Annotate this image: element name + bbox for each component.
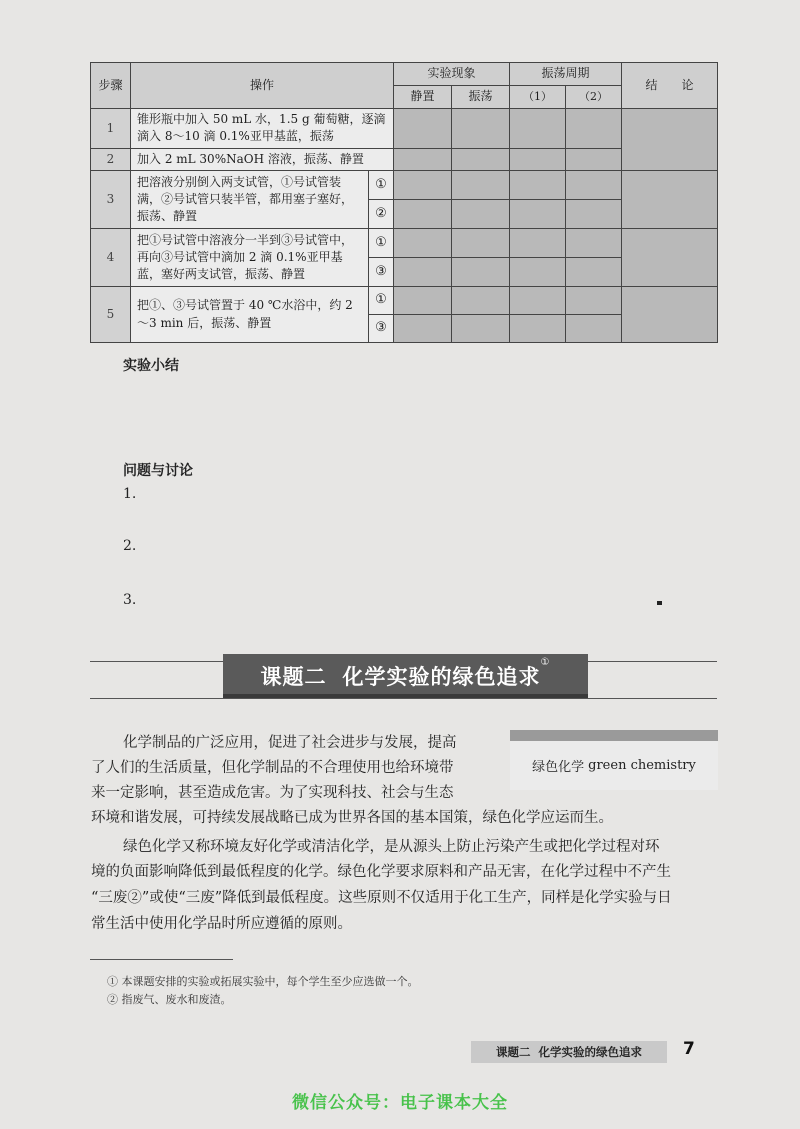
cell-still — [394, 109, 452, 149]
paragraph-1-line-4: 环境和谐发展，可持续发展战略已成为世界各国的基本国策，绿色化学应运而生。 — [91, 810, 613, 826]
banner-shadow — [223, 694, 588, 698]
cell-cycle2 — [566, 109, 622, 149]
cell-conclusion — [622, 287, 718, 343]
lesson-title-wrap — [342, 657, 551, 691]
header-shake: 振荡 — [452, 86, 510, 109]
paragraph-1-line-3: 来一定影响，甚至造成危害。为了实现科技、社会与生态 — [91, 785, 454, 801]
cell-cycle2 — [566, 171, 622, 200]
lesson-label: 课题二 — [260, 665, 327, 689]
row-operation: 锥形瓶中加入 50 mL 水，1.5 g 葡萄糖，逐滴滴入 8～10 滴 0.1%亚甲基蓝，振荡 — [131, 109, 394, 149]
term-en: green chemistry — [588, 758, 696, 773]
paragraph-2-line-2: 境的负面影响降低到最低程度的化学。绿色化学要求原料和产品无害，在化学过程中不产生 — [91, 864, 671, 880]
cell-still — [394, 229, 452, 258]
lesson-note-mark: ① — [540, 657, 551, 668]
cell-cycle1 — [510, 315, 566, 343]
cell-shake — [452, 171, 510, 200]
discussion-title: 问题与讨论 — [123, 463, 193, 479]
cell-shake — [452, 109, 510, 149]
ink-mark — [657, 601, 662, 605]
running-footer — [471, 1041, 667, 1063]
header-conclusion: 结 论 — [622, 63, 718, 109]
lesson-title: 化学实验的绿色追求 — [342, 665, 541, 689]
cell-cycle2 — [566, 200, 622, 229]
paragraph-2-line-3: “三废②”或使“三废”降低到最低程度。这些原则不仅适用于化工生产，同样是化学实验与日 — [91, 890, 672, 906]
cell-cycle2 — [566, 315, 622, 343]
tube-label: ② — [369, 200, 394, 229]
table-row — [91, 171, 718, 200]
cell-cycle2 — [566, 229, 622, 258]
table-row — [91, 109, 718, 149]
cell-still — [394, 315, 452, 343]
cell-cycle1 — [510, 229, 566, 258]
tube-label: ③ — [369, 258, 394, 287]
header-operation: 操作 — [131, 63, 394, 109]
cell-shake — [452, 200, 510, 229]
cell-cycle2 — [566, 148, 622, 170]
cell-conclusion — [622, 171, 718, 229]
row-operation: 把①、③号试管置于 40 ℃水浴中，约 2～3 min 后，振荡、静置 — [131, 287, 369, 343]
header-cycle: 振荡周期 — [510, 63, 622, 86]
cell-cycle2 — [566, 258, 622, 287]
cell-shake — [452, 258, 510, 287]
cell-cycle1 — [510, 200, 566, 229]
header-cycle-2: （2） — [566, 86, 622, 109]
tube-label: ① — [369, 229, 394, 258]
watermark: 微信公众号：电子课本大全 — [292, 1093, 508, 1113]
question-3: 3. — [123, 592, 137, 608]
header-step: 步骤 — [91, 63, 131, 109]
cell-cycle1 — [510, 109, 566, 149]
cell-cycle1 — [510, 171, 566, 200]
cell-shake — [452, 315, 510, 343]
experiment-table — [90, 62, 718, 343]
cell-still — [394, 287, 452, 315]
term-cn: 绿色化学 — [532, 760, 585, 775]
paragraph-1-line-2: 了人们的生活质量，但化学制品的不合理使用也给环境带 — [91, 760, 454, 776]
footnote-1: ① 本课题安排的实验或拓展实验中，每个学生至少应选做一个。 — [107, 975, 419, 988]
cell-still — [394, 171, 452, 200]
cell-still — [394, 200, 452, 229]
term-box — [510, 730, 718, 790]
question-2: 2. — [123, 538, 137, 554]
cell-cycle1 — [510, 287, 566, 315]
lesson-banner — [223, 654, 588, 698]
cell-still — [394, 148, 452, 170]
row-step: 5 — [91, 287, 131, 343]
tube-label: ① — [369, 171, 394, 200]
cell-conclusion — [622, 109, 718, 171]
row-step: 1 — [91, 109, 131, 149]
cell-cycle2 — [566, 287, 622, 315]
header-phenomenon: 实验现象 — [394, 63, 510, 86]
cell-cycle1 — [510, 148, 566, 170]
footer-title: 化学实验的绿色追求 — [538, 1045, 642, 1059]
row-operation: 加入 2 mL 30%NaOH 溶液，振荡、静置 — [131, 148, 394, 170]
row-step: 4 — [91, 229, 131, 287]
summary-title: 实验小结 — [123, 358, 179, 374]
row-step: 3 — [91, 171, 131, 229]
row-step: 2 — [91, 148, 131, 170]
header-still: 静置 — [394, 86, 452, 109]
cell-shake — [452, 287, 510, 315]
cell-still — [394, 258, 452, 287]
row-operation: 把溶液分别倒入两支试管，①号试管装满，②号试管只装半管，都用塞子塞好，振荡、静置 — [131, 171, 369, 229]
paragraph-2-line-4: 常生活中使用化学品时所应遵循的原则。 — [91, 916, 352, 932]
table-row — [91, 229, 718, 258]
footnote-rule — [90, 959, 233, 960]
cell-conclusion — [622, 229, 718, 287]
header-cycle-1: （1） — [510, 86, 566, 109]
cell-shake — [452, 148, 510, 170]
table-row — [91, 287, 718, 315]
page-number: 7 — [683, 1039, 695, 1059]
footer-label: 课题二 — [496, 1045, 531, 1059]
cell-shake — [452, 229, 510, 258]
footnote-2: ② 指废气、废水和废渣。 — [107, 993, 232, 1006]
question-1: 1. — [123, 486, 137, 502]
paragraph-1-line-1: 化学制品的广泛应用，促进了社会进步与发展，提高 — [123, 735, 457, 751]
row-operation: 把①号试管中溶液分一半到③号试管中，再向③号试管中滴加 2 滴 0.1%亚甲基蓝，塞好两支试管，振荡、静置 — [131, 229, 369, 287]
tube-label: ③ — [369, 315, 394, 343]
banner-rule-bottom — [90, 698, 717, 699]
paragraph-2-line-1: 绿色化学又称环境友好化学或清洁化学，是从源头上防止污染产生或把化学过程对环 — [123, 839, 660, 855]
tube-label: ① — [369, 287, 394, 315]
cell-cycle1 — [510, 258, 566, 287]
